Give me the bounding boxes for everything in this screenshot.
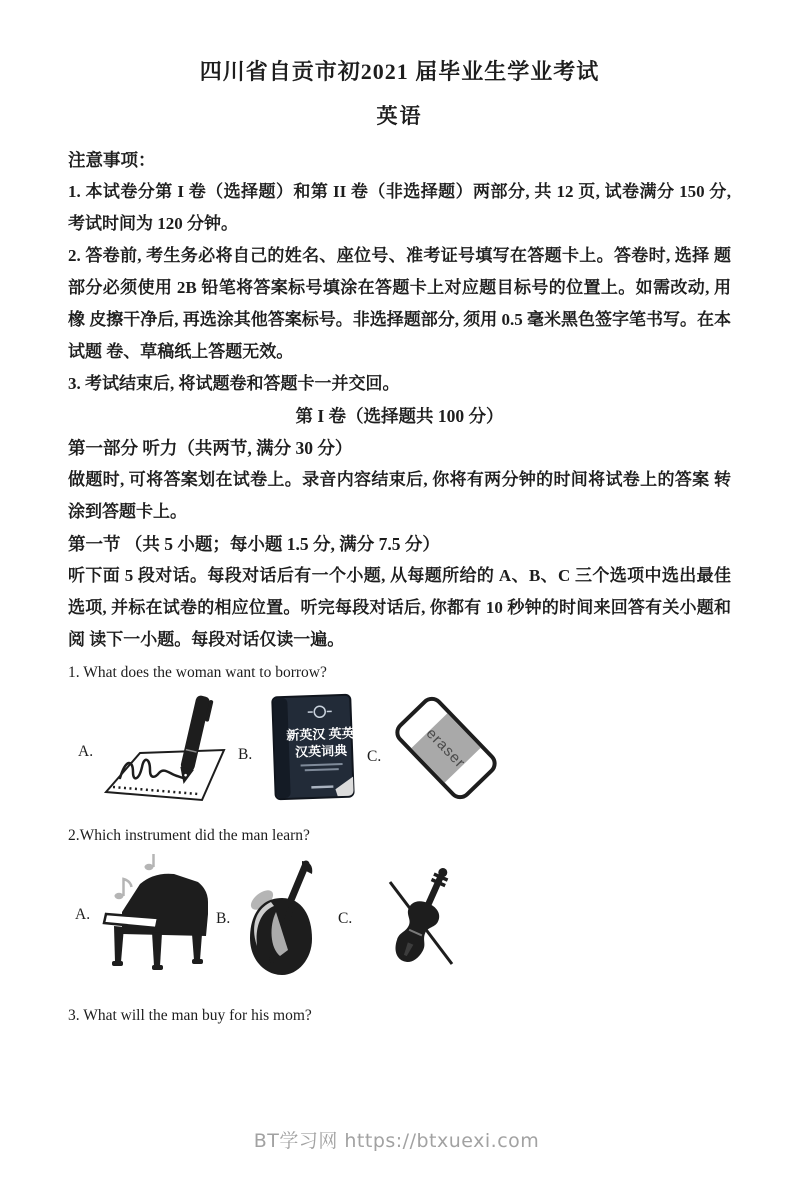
option-label-c: C. [367, 748, 381, 766]
watermark-text: BT学习网 https://btxuexi.com [254, 1126, 540, 1153]
section-intro: 听下面 5 段对话。每段对话后有一个小题, 从每题所给的 A、B、C 三个选项中选出最佳 选项, 并标在试卷的相应位置。听完每段对话后, 你都有 10 秒钟的时间来回答有关小题和阅 读下一小题。每段对话仅读一遍。 [68, 560, 731, 656]
option-label-b: B. [216, 910, 230, 928]
part-intro: 做题时, 可将答案划在试卷上。录音内容结束后, 你将有两分钟的时间将试卷上的答案 转涂到答题卡上。 [68, 464, 731, 528]
dictionary-title-line2: 汉英词典 [295, 743, 348, 760]
dictionary-image [264, 690, 362, 804]
section-title: 第一节 （共 5 小题；每小题 1.5 分, 满分 7.5 分） [68, 528, 731, 560]
question-1-text: 1. What does the woman want to borrow? [68, 663, 731, 683]
question-2-text: 2.Which instrument did the man learn? [68, 826, 731, 846]
page-title: 四川省自贡市初2021 届毕业生学业考试 [68, 58, 731, 86]
page-content [68, 58, 731, 1026]
option-label-b: B. [238, 746, 252, 764]
volume-title: 第 I 卷（选择题共 100 分） [68, 400, 731, 432]
exam-paper-page [0, 58, 793, 1180]
notice-item-3: 3. 考试结束后, 将试题卷和答题卡一并交回。 [68, 368, 731, 400]
eraser-image [394, 692, 498, 804]
option-label-a: A. [78, 743, 93, 761]
question-1-options [68, 688, 731, 810]
fountain-pen-image [100, 690, 228, 804]
subject-title: 英语 [68, 102, 731, 130]
violin-image [378, 856, 466, 978]
option-label-a: A. [75, 906, 90, 924]
eraser-label-text: eraser [423, 725, 469, 772]
option-label-c: C. [338, 910, 352, 928]
pipa-lute-image [242, 854, 320, 982]
notice-item-1: 1. 本试卷分第 I 卷（选择题）和第 II 卷（非选择题）两部分, 共 12 页, 试卷满分 150 分, 考试时间为 120 分钟。 [68, 176, 731, 240]
question-3-text: 3. What will the man buy for his mom? [68, 1006, 731, 1026]
question-2-options [68, 854, 731, 984]
part-title: 第一部分 听力（共两节, 满分 30 分） [68, 432, 731, 464]
notice-heading: 注意事项： [68, 144, 731, 176]
notice-item-2: 2. 答卷前, 考生务必将自己的姓名、座位号、准考证号填写在答题卡上。答卷时, 选择 题部分必须使用 2B 铅笔将答案标号填涂在答题卡上对应题目标号的位置上。如需改动, 用橡 皮擦干净后, 再选涂其他答案标号。非选择题部分, 须用 0.5 毫米黑色签字笔书写。在本试题 卷、草稿纸上答题无效。 [68, 240, 731, 368]
grand-piano-image [94, 854, 229, 978]
dictionary-title-line1: 新英汉 英英 [286, 726, 355, 743]
